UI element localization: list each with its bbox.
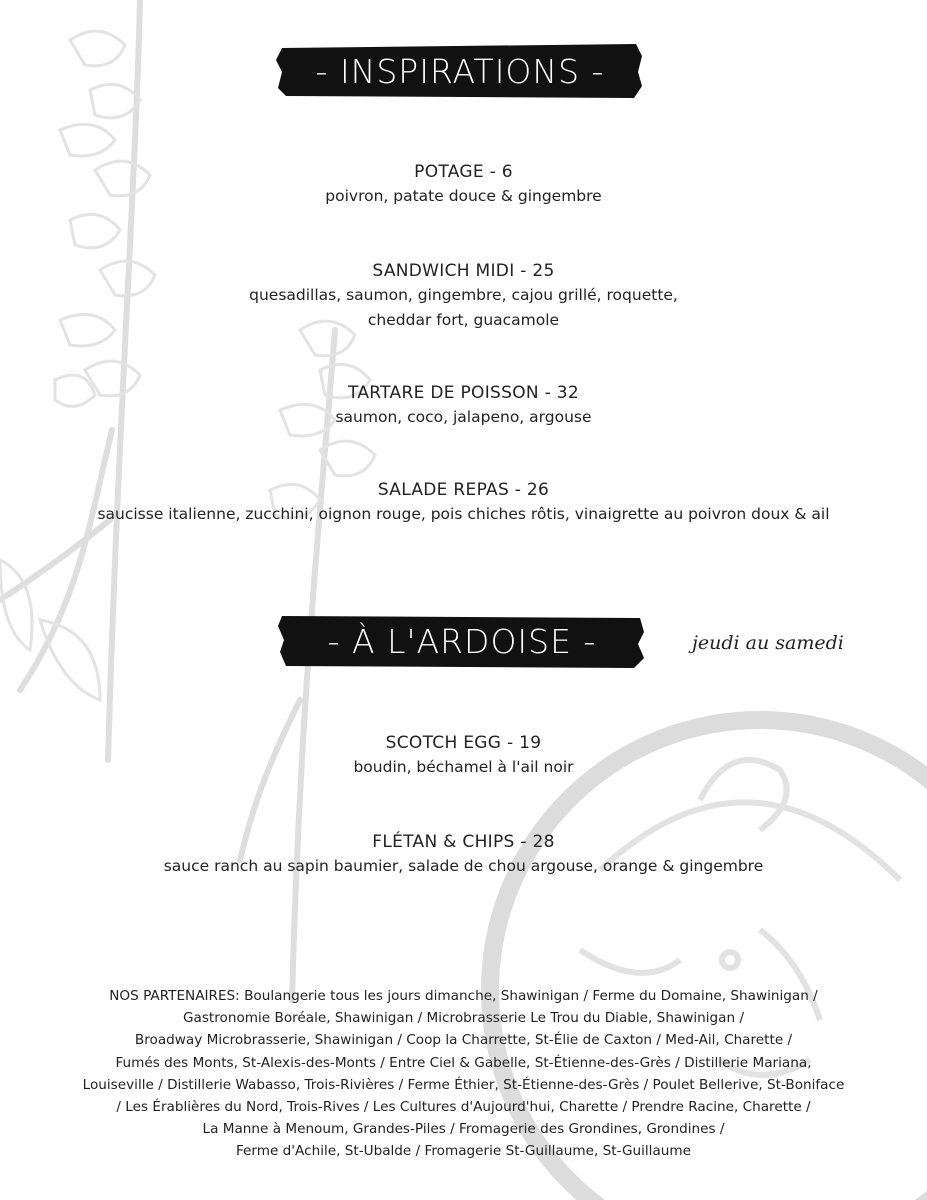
section-banner-inspirations bbox=[276, 42, 644, 100]
item-name: FLÉTAN & CHIPS - 28 bbox=[372, 832, 555, 852]
item-desc: saucisse italienne, zucchini, oignon rouge, pois chiches rôtis, vinaigrette au poivron doux & ail bbox=[97, 505, 830, 523]
partners-line: La Manne à Menoum, Grandes-Piles / Fromagerie des Grondines, Grondines / bbox=[202, 1121, 725, 1138]
section-banner-ardoise bbox=[278, 612, 646, 670]
menu-item bbox=[0, 478, 927, 527]
item-desc: quesadillas, saumon, gingembre, cajou grillé, roquette, bbox=[249, 286, 678, 304]
partners-line: Fumés des Monts, St-Alexis-des-Monts / Entre Ciel & Gabelle, St-Étienne-des-Grès / Distillerie Mariana, bbox=[115, 1054, 812, 1071]
item-name: SANDWICH MIDI - 25 bbox=[372, 261, 555, 281]
item-desc: saumon, coco, jalapeno, argouse bbox=[335, 408, 592, 426]
item-name: POTAGE - 6 bbox=[414, 162, 513, 182]
partners-line: / Les Érablières du Nord, Trois-Rives / Les Cultures d'Aujourd'hui, Charette / Prendre Racine, Charette / bbox=[116, 1099, 811, 1116]
partners-line: Louiseville / Distillerie Wabasso, Trois-Rivières / Ferme Éthier, St-Étienne-des-Grès / Poulet Bellerive, St-Boniface bbox=[82, 1076, 845, 1093]
partners-line: Broadway Microbrasserie, Shawinigan / Coop la Charrette, St-Élie de Caxton / Med-Ail, Charette / bbox=[134, 1032, 793, 1049]
menu-item bbox=[0, 160, 927, 209]
partners-line: Gastronomie Boréale, Shawinigan / Microbrasserie Le Trou du Diable, Shawinigan / bbox=[182, 1010, 745, 1027]
item-name: TARTARE DE POISSON - 32 bbox=[348, 383, 579, 403]
section-title: - INSPIRATIONS - bbox=[315, 51, 605, 91]
menu-item bbox=[0, 830, 927, 879]
menu-item bbox=[0, 259, 927, 333]
item-desc: poivron, patate douce & gingembre bbox=[325, 187, 602, 205]
menu-item bbox=[0, 731, 927, 780]
section-title: - À L'ARDOISE - bbox=[327, 621, 597, 661]
partners-line: Ferme d'Achile, St-Ubalde / Fromagerie St-Guillaume, St-Guillaume bbox=[235, 1143, 692, 1160]
availability-note: jeudi au samedi bbox=[692, 632, 844, 654]
menu-item bbox=[0, 381, 927, 430]
item-name: SCOTCH EGG - 19 bbox=[385, 733, 542, 753]
item-desc: boudin, béchamel à l'ail noir bbox=[353, 758, 574, 776]
item-name: SALADE REPAS - 26 bbox=[377, 480, 550, 500]
item-desc: cheddar fort, guacamole bbox=[367, 311, 560, 329]
partners-line: NOS PARTENAIRES: Boulangerie tous les jours dimanche, Shawinigan / Ferme du Domaine, Shawinigan / bbox=[109, 988, 818, 1004]
item-desc: sauce ranch au sapin baumier, salade de chou argouse, orange & gingembre bbox=[163, 857, 764, 875]
partners-list bbox=[40, 985, 887, 1163]
